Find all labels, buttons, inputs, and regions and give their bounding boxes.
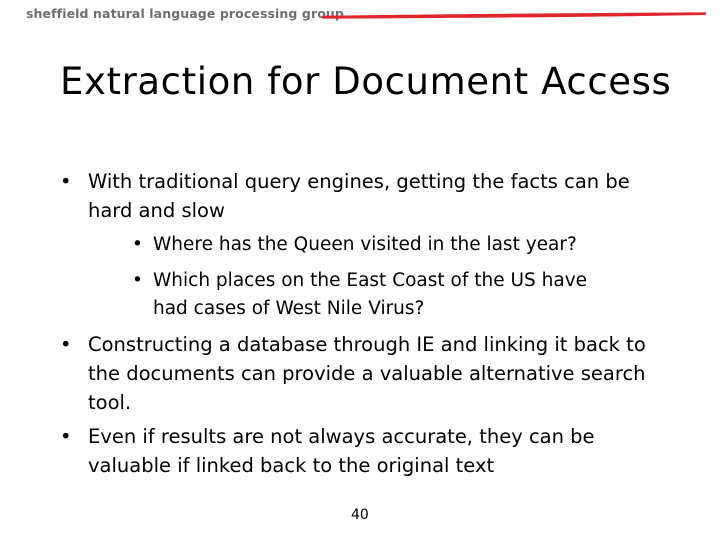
header-red-bar (322, 11, 706, 19)
page-number: 40 (351, 507, 369, 523)
sub-bullet-text: had cases of West Nile Virus? (153, 298, 425, 319)
sub-bullet-text: Which places on the East Coast of the US have (153, 270, 588, 291)
bullet-text: With traditional query engines, getting the facts can be (88, 170, 630, 193)
bullet-marker: • (132, 234, 143, 255)
bullet-text: Even if results are not always accurate, they can be (88, 425, 595, 448)
bullet-text: the documents can provide a valuable alternative search (88, 362, 646, 385)
slide-title: Extraction for Document Access (60, 60, 672, 103)
sub-bullet-text: Where has the Queen visited in the last year? (153, 234, 577, 255)
bullet-text: Constructing a database through IE and linking it back to (88, 333, 646, 356)
group-name: sheffield natural language processing group (26, 6, 344, 21)
bullet-marker: • (60, 333, 72, 356)
bullet-marker: • (60, 170, 72, 193)
bullet-text: tool. (88, 391, 132, 414)
bullet-text: hard and slow (88, 199, 225, 222)
bullet-marker: • (132, 270, 143, 291)
bullet-text: valuable if linked back to the original text (88, 454, 495, 477)
bullet-marker: • (60, 425, 72, 448)
